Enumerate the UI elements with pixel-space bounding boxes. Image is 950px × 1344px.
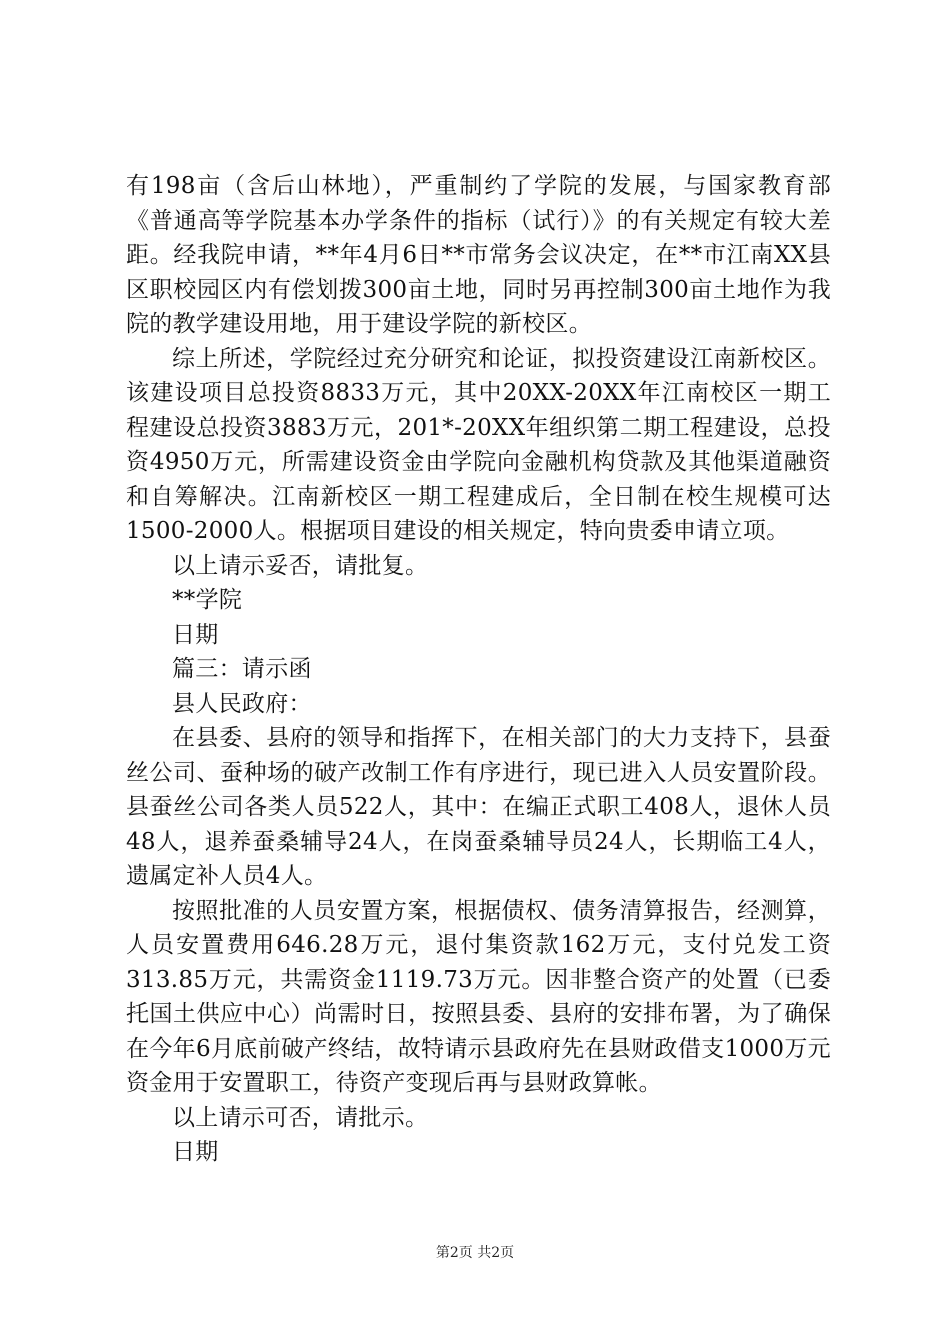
- letter-recipient: 县人民政府：: [172, 690, 312, 717]
- signature-institution: **学院: [172, 587, 243, 613]
- date-line: 日期: [172, 621, 219, 648]
- paragraph-land-background: 有198亩（含后山林地），严重制约了学院的发展，与国家教育部《普通高等学院基本办学条件的指标（试行）》的有关规定有较大差距。经我院申请，**年4月6日**市常务会议决定，在**市江南XX县区职校园区内有偿划拨300亩土地，同时另再控制300亩土地作为我院的教学建设用地，用于建设学院的新校区。: [126, 173, 831, 337]
- paragraph-funding-request: 按照批准的人员安置方案，根据债权、债务清算报告，经测算，人员安置费用646.28万元，退付集资款162万元，支付兑发工资313.85万元，共需资金1119.73万元。因非整合资产的处置（已委托国土供应中心）尚需时日，按照县委、县府的安排布署，为了确保在今年6月底前破产终结，故特请示县政府先在县财政借支1000万元资金用于安置职工，待资产变现后再与县财政算帐。: [126, 897, 831, 1096]
- paragraph-investment-summary: 综上所述，学院经过充分研究和论证，拟投资建设江南新校区。该建设项目总投资8833万元，其中20XX-20XX年江南校区一期工程建设总投资3883万元，201*-20XX年组织第二期工程建设，总投资4950万元，所需建设资金由学院向金融机构贷款及其他渠道融资和自筹解决。江南新校区一期工程建成后，全日制在校生规模可达1500-2000人。根据项目建设的相关规定，特向贵委申请立项。: [126, 345, 831, 544]
- section-heading: 篇三：请示函: [172, 656, 312, 682]
- page-number-footer: 第2页 共2页: [435, 1245, 515, 1261]
- document-body: [126, 169, 831, 1170]
- date-line-final: 日期: [172, 1139, 219, 1165]
- paragraph-bankruptcy-progress: 在县委、县府的领导和指挥下，在相关部门的大力支持下，县蚕丝公司、蚕种场的破产改制工作有序进行，现已进入人员安置阶段。县蚕丝公司各类人员522人，其中：在编正式职工408人，退休人员48人，退养蚕桑辅导24人，在岗蚕桑辅导员24人，长期临工4人，遗属定补人员4人。: [126, 725, 831, 889]
- paragraph-closing-request: 以上请示妥否，请批复。: [172, 552, 429, 579]
- paragraph-closing-approval: 以上请示可否，请批示。: [172, 1104, 429, 1131]
